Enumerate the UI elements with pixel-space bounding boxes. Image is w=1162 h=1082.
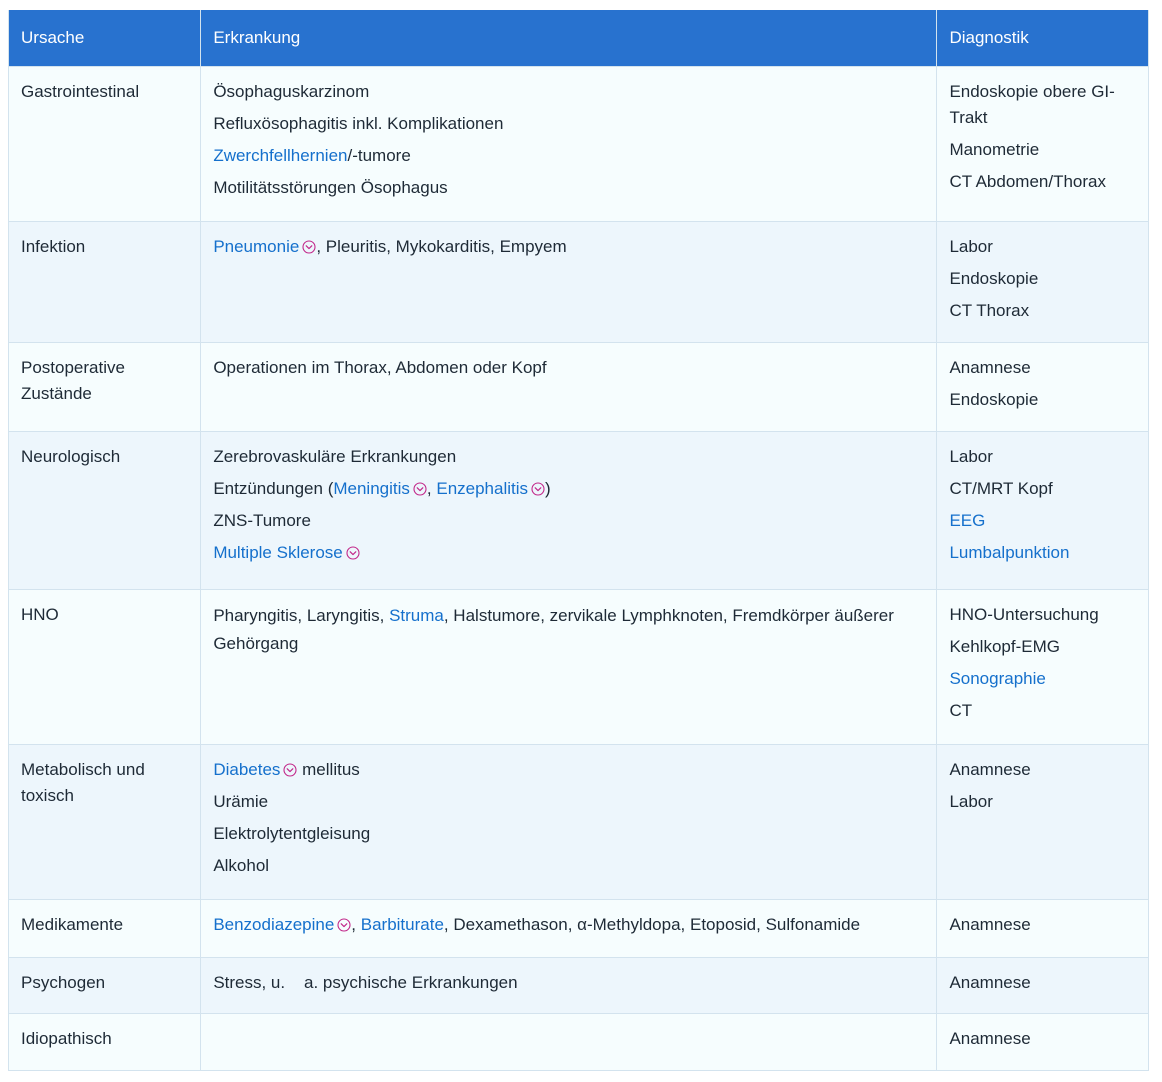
cause-label: Postoperative Zustände [21,358,125,403]
disease-item [213,757,924,783]
diagnostic-item: Endoskopie [949,269,1039,288]
cell-erkrankung [201,900,937,958]
diagnostic-item [949,508,1136,534]
cause-label: Gastrointestinal [21,82,140,101]
disease-item: ZNS-Tumore [213,511,311,530]
disease-item: Zerebrovaskuläre Erkrankungen [213,447,457,466]
cell-ursache [9,222,201,343]
cell-diagnostik [937,900,1149,958]
disease-text: , [351,915,361,934]
cell-erkrankung [201,1014,937,1071]
cell-diagnostik [937,67,1149,222]
diagnostic-item: Anamnese [949,760,1031,779]
causes-table [8,10,1149,1071]
expand-icon[interactable] [302,240,316,254]
diagnostic-item [949,666,1136,692]
cell-ursache [9,1014,201,1071]
cell-ursache [9,432,201,590]
disease-item: Elektrolytentgleisung [213,824,371,843]
cell-diagnostik [937,745,1149,900]
expand-icon[interactable] [337,918,351,932]
header-diagnostik: Diagnostik [937,10,1149,67]
diagnostic-item: Manometrie [949,140,1040,159]
cell-diagnostik [937,222,1149,343]
link-sonographie[interactable]: Sonographie [949,669,1046,688]
cell-diagnostik [937,958,1149,1014]
diagnostic-item: CT Abdomen/Thorax [949,172,1106,191]
disease-item [213,602,924,658]
link-eeg[interactable]: EEG [949,511,986,530]
table-row [9,67,1149,222]
link-multiple-sklerose[interactable]: Multiple Sklerose [213,543,343,562]
diagnostic-item: HNO-Untersuchung [949,605,1099,624]
expand-icon[interactable] [283,763,297,777]
link-benzodiazepine[interactable]: Benzodiazepine [213,915,335,934]
diagnostic-item: Kehlkopf-EMG [949,637,1060,656]
cause-label: HNO [21,605,59,624]
disease-text: Entzündungen ( [213,479,334,498]
cell-ursache [9,343,201,432]
disease-text: ) [545,479,551,498]
cause-label: Medikamente [21,915,124,934]
cell-diagnostik [937,343,1149,432]
link-struma[interactable]: Struma [389,606,444,625]
cell-diagnostik [937,432,1149,590]
diagnostic-item: Labor [949,447,993,466]
disease-text: Pharyngitis, Laryngitis, [213,606,390,625]
diagnostic-item: CT Thorax [949,301,1030,320]
link-barbiturate[interactable]: Barbiturate [360,915,444,934]
diagnostic-item: Anamnese [949,915,1031,934]
disease-text: mellitus [297,760,360,779]
disease-item [213,234,924,260]
diagnostic-item [949,540,1136,566]
disease-item: Stress, u. a. psychische Erkrankungen [213,973,518,992]
expand-icon[interactable] [531,482,545,496]
cell-erkrankung [201,432,937,590]
cell-erkrankung [201,67,937,222]
cause-label: Metabolisch und toxisch [21,760,145,805]
cell-ursache [9,900,201,958]
disease-item: Motilitätsstörungen Ösophagus [213,178,448,197]
table-row [9,958,1149,1014]
disease-item [213,912,924,938]
table-row [9,900,1149,958]
disease-item: Refluxösophagitis inkl. Komplikationen [213,114,504,133]
table-row [9,1014,1149,1071]
table-row [9,222,1149,343]
header-erkrankung: Erkrankung [201,10,937,67]
diagnostic-item: Anamnese [949,1029,1031,1048]
expand-icon[interactable] [346,546,360,560]
link-diabetes[interactable]: Diabetes [213,760,281,779]
cell-ursache [9,67,201,222]
cause-label: Psychogen [21,973,106,992]
table-header [9,10,1149,67]
link-lumbalpunktion[interactable]: Lumbalpunktion [949,543,1070,562]
diagnostic-item: Endoskopie [949,390,1039,409]
disease-text: , Halstumore, zervikale Lymphknoten, Fremdkörper äußerer Gehörgang [213,606,894,653]
link-zwerchfellhernien[interactable]: Zwerchfellhernien [213,146,348,165]
disease-item: Operationen im Thorax, Abdomen oder Kopf [213,358,547,377]
cell-diagnostik [937,590,1149,745]
disease-text: /-tumore [347,146,411,165]
diagnostic-item: CT [949,701,973,720]
header-ursache: Ursache [9,10,201,67]
diagnostic-item: Anamnese [949,358,1031,377]
cell-ursache [9,745,201,900]
disease-text: , [426,479,437,498]
cell-ursache [9,958,201,1014]
disease-item [213,540,924,566]
diagnostic-item: Endoskopie obere GI-Trakt [949,82,1115,127]
cell-diagnostik [937,1014,1149,1071]
cell-erkrankung [201,343,937,432]
link-enzephalitis[interactable]: Enzephalitis [436,479,529,498]
table-row [9,343,1149,432]
cause-label: Idiopathisch [21,1029,112,1048]
disease-text: , Dexamethason, α-Methyldopa, Etoposid, Sulfonamide [443,915,861,934]
cell-ursache [9,590,201,745]
disease-item: Urämie [213,792,269,811]
cell-erkrankung [201,745,937,900]
link-meningitis[interactable]: Meningitis [333,479,410,498]
expand-icon[interactable] [413,482,427,496]
disease-item: Ösophaguskarzinom [213,82,370,101]
cell-erkrankung [201,590,937,745]
disease-text: , Pleuritis, Mykokarditis, Empyem [316,237,567,256]
disease-item: Alkohol [213,856,270,875]
cell-erkrankung [201,222,937,343]
disease-item [213,143,924,169]
cause-label: Neurologisch [21,447,121,466]
table-row [9,590,1149,745]
diagnostic-item: Labor [949,237,993,256]
table-row [9,745,1149,900]
cause-label: Infektion [21,237,86,256]
link-pneumonie[interactable]: Pneumonie [213,237,300,256]
diagnostic-item: Anamnese [949,973,1031,992]
cell-erkrankung [201,958,937,1014]
diagnostic-item: Labor [949,792,993,811]
diagnostic-item: CT/MRT Kopf [949,479,1053,498]
disease-item [213,476,924,502]
table-row [9,432,1149,590]
